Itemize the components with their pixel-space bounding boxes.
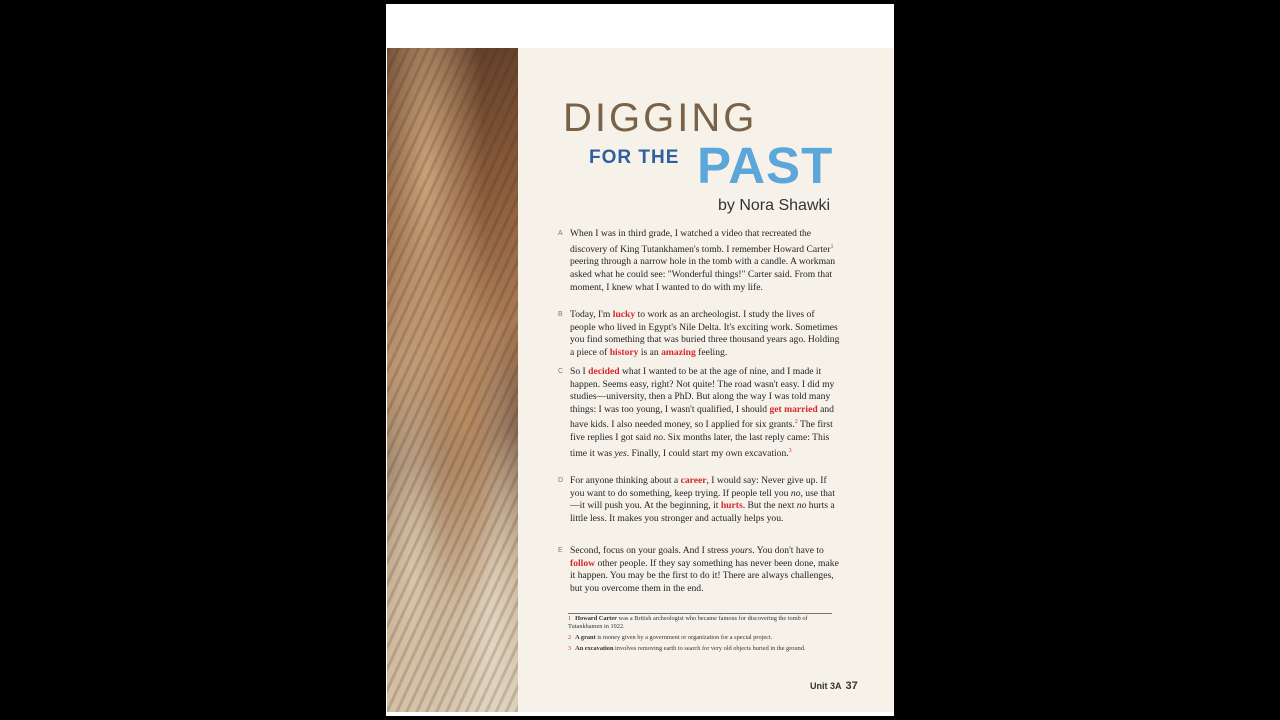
keyword: hurts xyxy=(720,500,743,512)
paragraph-text: feeling. xyxy=(695,346,728,358)
paragraph-text: , I would say: Never give up. If you want to do something, keep trying. If people tell you xyxy=(570,475,827,499)
paragraph-label: B xyxy=(558,311,563,318)
keyword: amazing xyxy=(661,346,696,358)
paragraph-text: what I wanted to be at the age of nine, and I made it happen. Seems easy, right? Not quite! The road wasn't easy. I did my studies—university, then a PhD. But along the way I was told many things: I was too young, I wasn't qualified, I should xyxy=(570,366,835,415)
paragraph-text: and have kids. I also needed money, so I applied for six grants. xyxy=(570,403,834,431)
paragraph-text: So I xyxy=(570,366,589,377)
paragraph-text: Second, focus on your goals. And I stress xyxy=(570,545,731,556)
excavation-photo xyxy=(387,48,518,712)
title-digging: DIGGING xyxy=(563,96,758,140)
footnote-text: was a British archeologist who became famous for discovering the tomb of Tutankhamen in 1922. xyxy=(568,615,808,630)
paragraph-label: C xyxy=(558,368,564,375)
paragraph-text: , use that—it will push you. At the beginning, it xyxy=(570,487,835,512)
paragraph-c xyxy=(558,366,840,461)
paragraph-text: other people. If they say something has never been done, make it happen. You may be the first to do it! There are always challenges, but you overcome them in the end. xyxy=(570,557,839,594)
paragraph-label: E xyxy=(558,547,563,554)
title-past: PAST xyxy=(697,137,834,194)
paragraph-b xyxy=(558,309,840,359)
paragraph-text: . But the next xyxy=(742,500,797,512)
paragraph-d xyxy=(558,475,840,525)
paragraph-text: . Six months later, the last reply came: This time it was xyxy=(570,432,830,459)
keyword: history xyxy=(609,346,639,358)
italic-word: no xyxy=(790,487,801,499)
footnote-2 xyxy=(568,634,840,642)
paragraph-text: to work as an archeologist. I study the lives of people who lived in Egypt's Nile Delta. It's exciting work. Sometimes you find something that was buried three thousand years ago. Holding a piece of xyxy=(570,309,840,358)
byline: by Nora Shawki xyxy=(718,197,831,214)
paragraph-text: . You don't have to xyxy=(752,545,824,556)
footnote-1 xyxy=(568,615,840,631)
footnote-text: is money given by a government or organization for a special project. xyxy=(595,634,773,641)
paragraph-label: D xyxy=(558,477,564,484)
footnote-divider xyxy=(568,613,832,614)
paragraph-e xyxy=(558,545,840,595)
footnote-number: 2 xyxy=(568,634,572,641)
paragraph-text: peering through a narrow hole in the tomb with a candle. A workman asked what he could see: "Wonderful things!" Carter said. From that moment, I knew what I wanted to do with my life. xyxy=(570,256,836,293)
footnote-text: involves removing earth to search for very old objects buried in the ground. xyxy=(613,645,806,652)
paragraph-text: The first five replies I got said xyxy=(570,419,833,444)
footnote-ref: 2 xyxy=(794,419,798,426)
paragraph-label: A xyxy=(558,230,563,237)
page-footer xyxy=(810,680,858,692)
textbook-page xyxy=(386,4,894,716)
paragraph-text: hurts a little less. It makes you stronger and actually helps you. xyxy=(570,500,835,524)
italic-word: no xyxy=(796,500,807,512)
paragraph-a xyxy=(558,228,840,294)
keyword: career xyxy=(680,475,707,486)
footnote-3 xyxy=(568,645,840,653)
keyword: lucky xyxy=(612,309,636,320)
paragraph-text: When I was in third grade, I watched a video that recreated the discovery of King Tutankhamen's tomb. I remember Howard Carter xyxy=(570,228,831,255)
keyword: follow xyxy=(570,557,596,569)
paragraph-text: Today, I'm xyxy=(570,309,613,320)
unit-label: Unit 3A xyxy=(810,681,842,691)
footnote-term: An excavation xyxy=(575,645,614,652)
keyword: get married xyxy=(769,403,818,415)
italic-word: yours xyxy=(730,545,753,556)
paragraph-text: . Finally, I could start my own excavation. xyxy=(626,447,789,459)
paragraph-text: is an xyxy=(638,346,662,358)
keyword: decided xyxy=(588,366,620,377)
footnote-ref: 1 xyxy=(830,243,834,250)
footnote-term: Howard Carter xyxy=(575,615,617,622)
footnote-term: A grant xyxy=(575,634,596,641)
italic-word: no xyxy=(653,432,663,444)
page-number: 37 xyxy=(845,680,858,692)
footnote-number: 3 xyxy=(568,645,572,652)
italic-word: yes xyxy=(614,447,627,459)
footnote-ref: 3 xyxy=(788,447,792,454)
footnote-number: 1 xyxy=(568,615,572,622)
title-for-the: FOR THE xyxy=(589,147,680,168)
paragraph-text: For anyone thinking about a xyxy=(570,475,681,486)
